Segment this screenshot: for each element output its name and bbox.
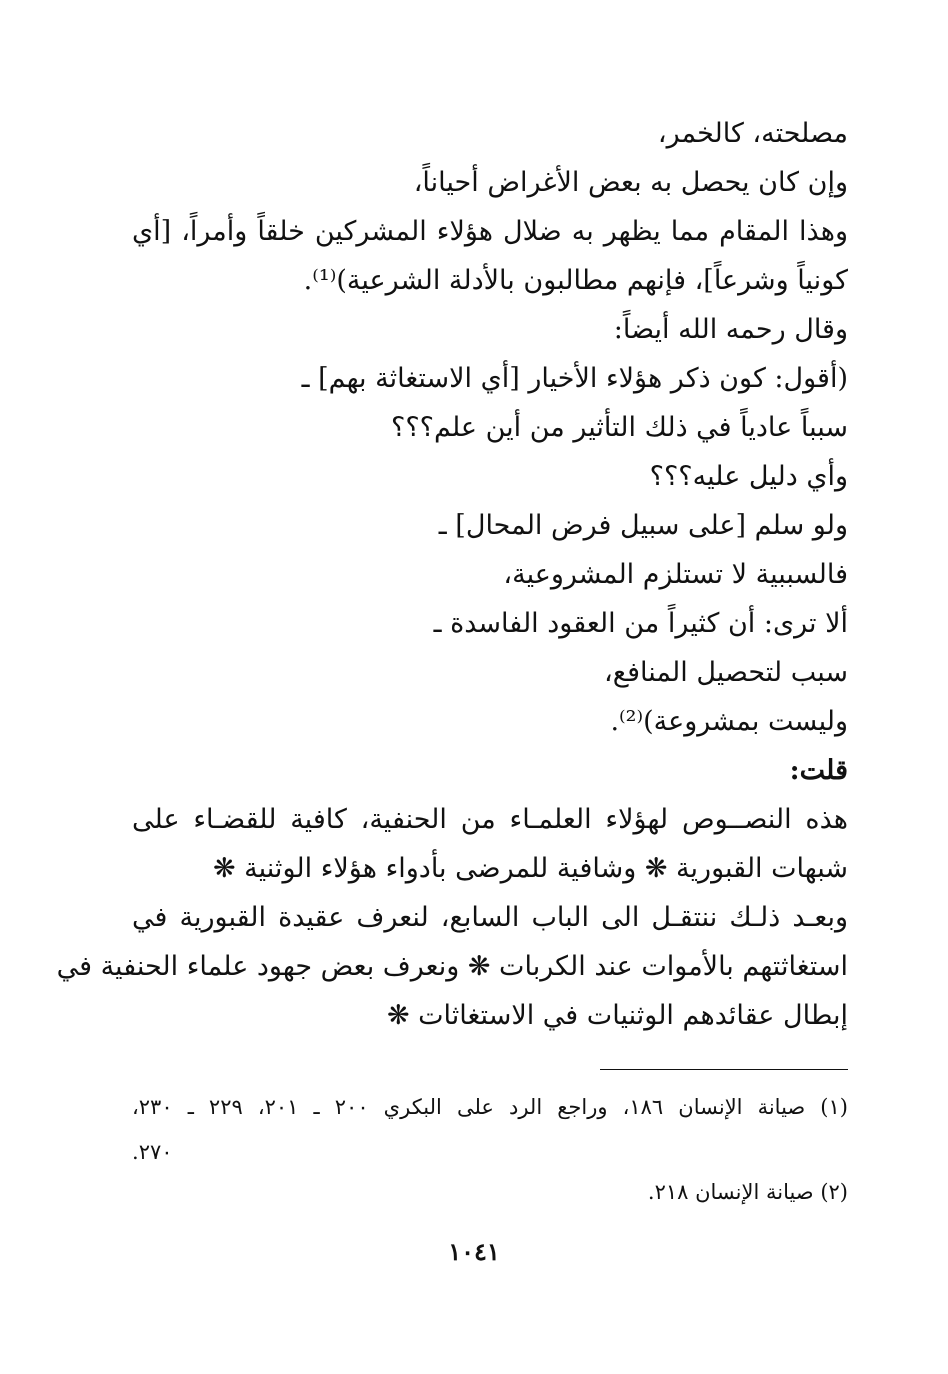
- text-line-11: ألا ترى: أن كثيراً من العقود الفاسدة ـ: [433, 608, 848, 639]
- text-line-3: وهذا المقام مما يظهر به ضلال هؤلاء المشركين خلقاً وأمراً، [أي: [132, 216, 848, 247]
- text-line-6: (أقول: كون ذكر هؤلاء الأخيار [أي الاستغاثة بهم] ـ: [301, 363, 848, 394]
- text-line-1: مصلحته، كالخمر،: [657, 118, 848, 149]
- text-line-10: فالسببية لا تستلزم المشروعية،: [503, 559, 848, 590]
- text-line-8: وأي دليل عليه؟؟؟: [649, 461, 848, 492]
- text-line-9: ولو سلم [على سبيل فرض المحال] ـ: [438, 510, 848, 541]
- text-line-2: وإن كان يحصل به بعض الأغراض أحياناً،: [413, 167, 848, 198]
- page-number: ١٠٤١: [448, 1237, 500, 1266]
- section-heading: قلت:: [789, 755, 848, 786]
- text-line-17: وبعـد ذلـك ننتقـل الى الباب السابع، لنعرف عقيدة القبورية في: [132, 902, 848, 933]
- text-line-18: استغاثتهم بالأموات عند الكربات ❋ ونعرف بعض جهود علماء الحنفية في: [56, 951, 848, 982]
- text-line-7: سبباً عادياً في ذلك التأثير من أين علم؟؟؟: [391, 412, 848, 443]
- footnote-2: (٢) صيانة الإنسان ٢١٨.: [647, 1180, 848, 1204]
- text-line-13: وليست بمشروعة)⁽²⁾.: [610, 706, 848, 737]
- text-line-4: كونياً وشرعاً]، فإنهم مطالبون بالأدلة الشرعية)⁽¹⁾.: [303, 265, 848, 296]
- text-line-5: وقال رحمه الله أيضاً:: [613, 314, 848, 345]
- text-line-16: شبهات القبورية ❋ وشافية للمرضى بأدواء هؤلاء الوثنية ❋: [212, 853, 848, 884]
- footnote-separator: [600, 1069, 848, 1070]
- footnote-1: (١) صيانة الإنسان ١٨٦، وراجع الرد على البكري ٢٠٠ ـ ٢٠١، ٢٢٩ ـ ٢٣٠،: [132, 1095, 848, 1119]
- text-line-19: إبطال عقائدهم الوثنيات في الاستغاثات ❋: [386, 1000, 848, 1031]
- footnote-1-end: ٢٧٠.: [132, 1140, 173, 1164]
- text-line-12: سبب لتحصيل المنافع،: [604, 657, 848, 688]
- text-line-15: هذه النصــوص لهؤلاء العلمـاء من الحنفية، كافية للقضـاء على: [132, 804, 848, 835]
